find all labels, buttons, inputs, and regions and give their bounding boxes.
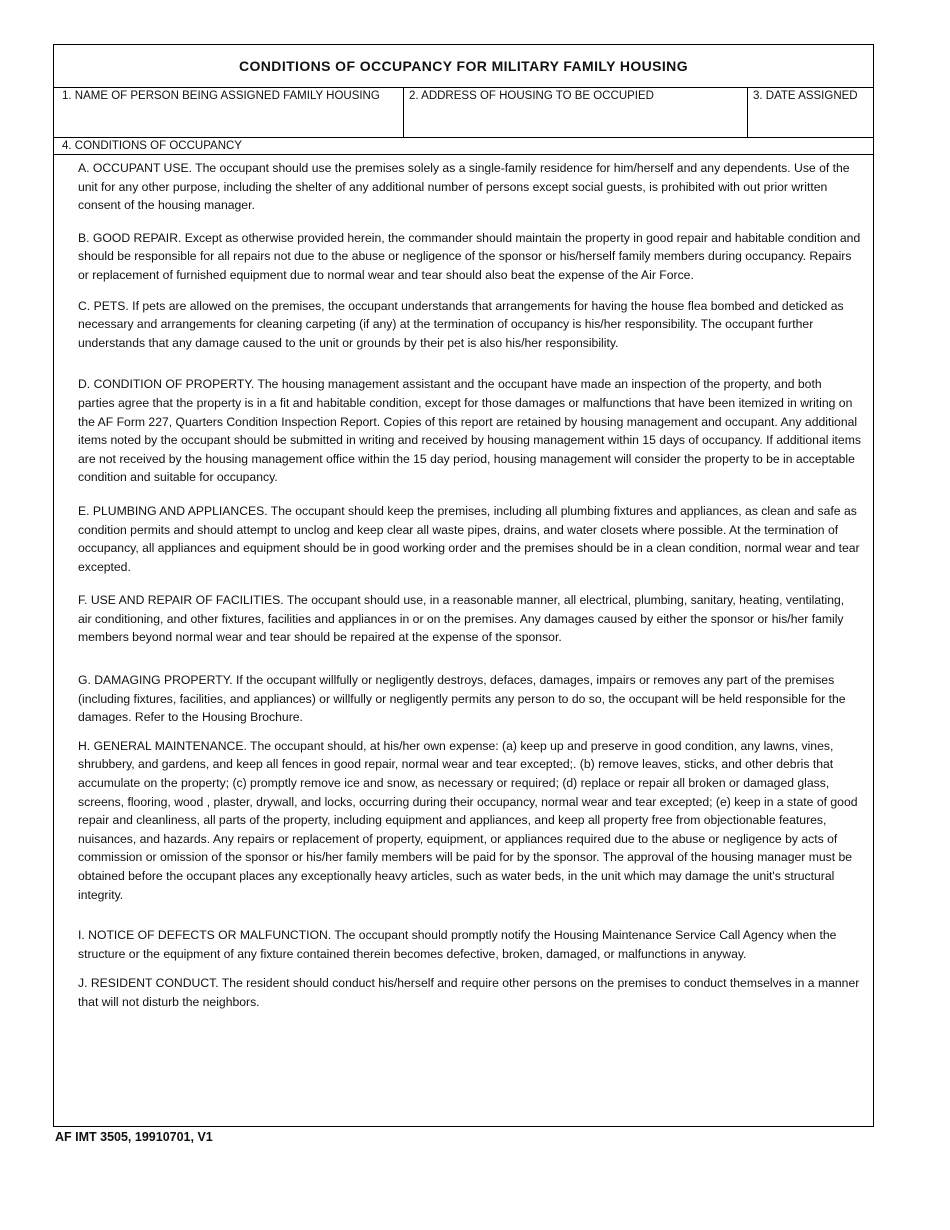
- clause-f-use-and-repair: F. USE AND REPAIR OF FACILITIES. The occupant should use, in a reasonable manner, all electrical, plumbing, sanitary, heating, ventilating, air conditioning, and other fixtures, facilities and appliances in or on the premises. Any damages caused by either the sponsor or his/her family members beyond normal wear and tear should be repaired at the expense of the sponsor.: [78, 593, 845, 645]
- clause-j-resident-conduct: J. RESIDENT CONDUCT. The resident should conduct his/herself and require other persons on the premises to conduct themselves in a manner that will not disturb the neighbors.: [78, 976, 860, 1009]
- occupant-name-label: 1. NAME OF PERSON BEING ASSIGNED FAMILY HOUSING: [62, 90, 380, 102]
- assignment-fields-row: [54, 88, 873, 138]
- housing-address-field[interactable]: [404, 88, 748, 137]
- clause-g-damaging-property: G. DAMAGING PROPERTY. If the occupant willfully or negligently destroys, defaces, damages, impairs or removes any part of the premises (including fixtures, facilities, and appliances) or willfully or negligently permits any person to do so, the occupant will be held responsible for the damages. Refer to the Housing Brochure.: [78, 673, 846, 725]
- housing-address-label: 2. ADDRESS OF HOUSING TO BE OCCUPIED: [409, 90, 654, 102]
- form-title: CONDITIONS OF OCCUPANCY FOR MILITARY FAMILY HOUSING: [54, 45, 873, 88]
- date-assigned-label: 3. DATE ASSIGNED: [753, 90, 858, 102]
- form-identifier: AF IMT 3505, 19910701, V1: [55, 1130, 213, 1144]
- clause-a-occupant-use: A. OCCUPANT USE. The occupant should use the premises solely as a single-family residence for him/herself and any dependents. Use of the unit for any other purpose, including the shelter of any additional number of persons except social guests, is prohibited with out prior written consent of the housing manager.: [78, 161, 850, 213]
- occupancy-form: [53, 44, 874, 1127]
- date-assigned-field[interactable]: [748, 88, 873, 137]
- conditions-section-label: 4. CONDITIONS OF OCCUPANCY: [54, 138, 873, 155]
- clause-i-notice-of-defects: I. NOTICE OF DEFECTS OR MALFUNCTION. The occupant should promptly notify the Housing Maintenance Service Call Agency when the structure or the equipment of any fixture contained therein becomes defective, broken, damaged, or malfunctions in anyway.: [78, 928, 837, 961]
- clause-h-general-maintenance: H. GENERAL MAINTENANCE. The occupant should, at his/her own expense: (a) keep up and preserve in good condition, any lawns, vines, shrubbery, and gardens, and keep all fences in good repair, normal wear and tear excepted;. (b) remove leaves, sticks, and other debris that accumulate on the property; (c) promptly remove ice and snow, as necessary or required; (d) replace or repair all broken or damaged glass, screens, flooring, wood , plaster, drywall, and locks, occurring during their occupancy, normal wear and tear excepted; (e) keep in a state of good repair and cleanliness, all parts of the property, including equipment and appliances, and keep all property free from objectionable features, nuisances, and hazards. Any repairs or replacement of property, equipment, or appliances required due to the abuse or negligence by acts of commission or omission of the sponsor or his/her family members will be paid for by the sponsor. The approval of the housing manager must be obtained before the occupant places any exceptionally heavy articles, such as water beds, in the unit which may damage the unit's structural integrity.: [78, 738, 858, 902]
- clause-d-condition-of-property: D. CONDITION OF PROPERTY. The housing management assistant and the occupant have made an inspection of the property, and both parties agree that the property is in a fit and habitable condition, except for those damages or malfunctions that have been itemized in writing on the AF Form 227, Quarters Condition Inspection Report. Copies of this report are retained by housing management and occupant. Any additional items noted by the occupant should be submitted in writing and received by housing management within 15 days of occupancy. If additional items are not received by the housing management office within the 15 day period, housing management will consider the property to be in acceptable condition and suitable for occupancy.: [78, 377, 861, 485]
- occupant-name-field[interactable]: [54, 88, 404, 137]
- clause-b-good-repair: B. GOOD REPAIR. Except as otherwise provided herein, the commander should maintain the property in good repair and habitable condition and should be responsible for all repairs not due to the abuse or negligence of the sponsor or his/herself family members during occupancy. Repairs or replacement of furnished equipment due to normal wear and tear should also beat the expense of the Air Force.: [78, 230, 861, 282]
- conditions-body: [54, 159, 873, 1012]
- clause-c-pets: C. PETS. If pets are allowed on the premises, the occupant understands that arrangements for having the house flea bombed and deticked as necessary and arrangements for cleaning carpeting (if any) at the termination of occupancy is his/her responsibility. The occupant further understands that any damage caused to the unit or grounds by their pet is also his/her responsibility.: [78, 298, 844, 350]
- clause-e-plumbing-and-appliances: E. PLUMBING AND APPLIANCES. The occupant should keep the premises, including all plumbing fixtures and appliances, as clean and safe as condition permits and should attempt to unclog and keep clear all waste pipes, drains, and water closets where possible. At the termination of occupancy, all appliances and equipment should be in good working order and the premises should be in a clean condition, normal wear and tear excepted.: [78, 503, 860, 574]
